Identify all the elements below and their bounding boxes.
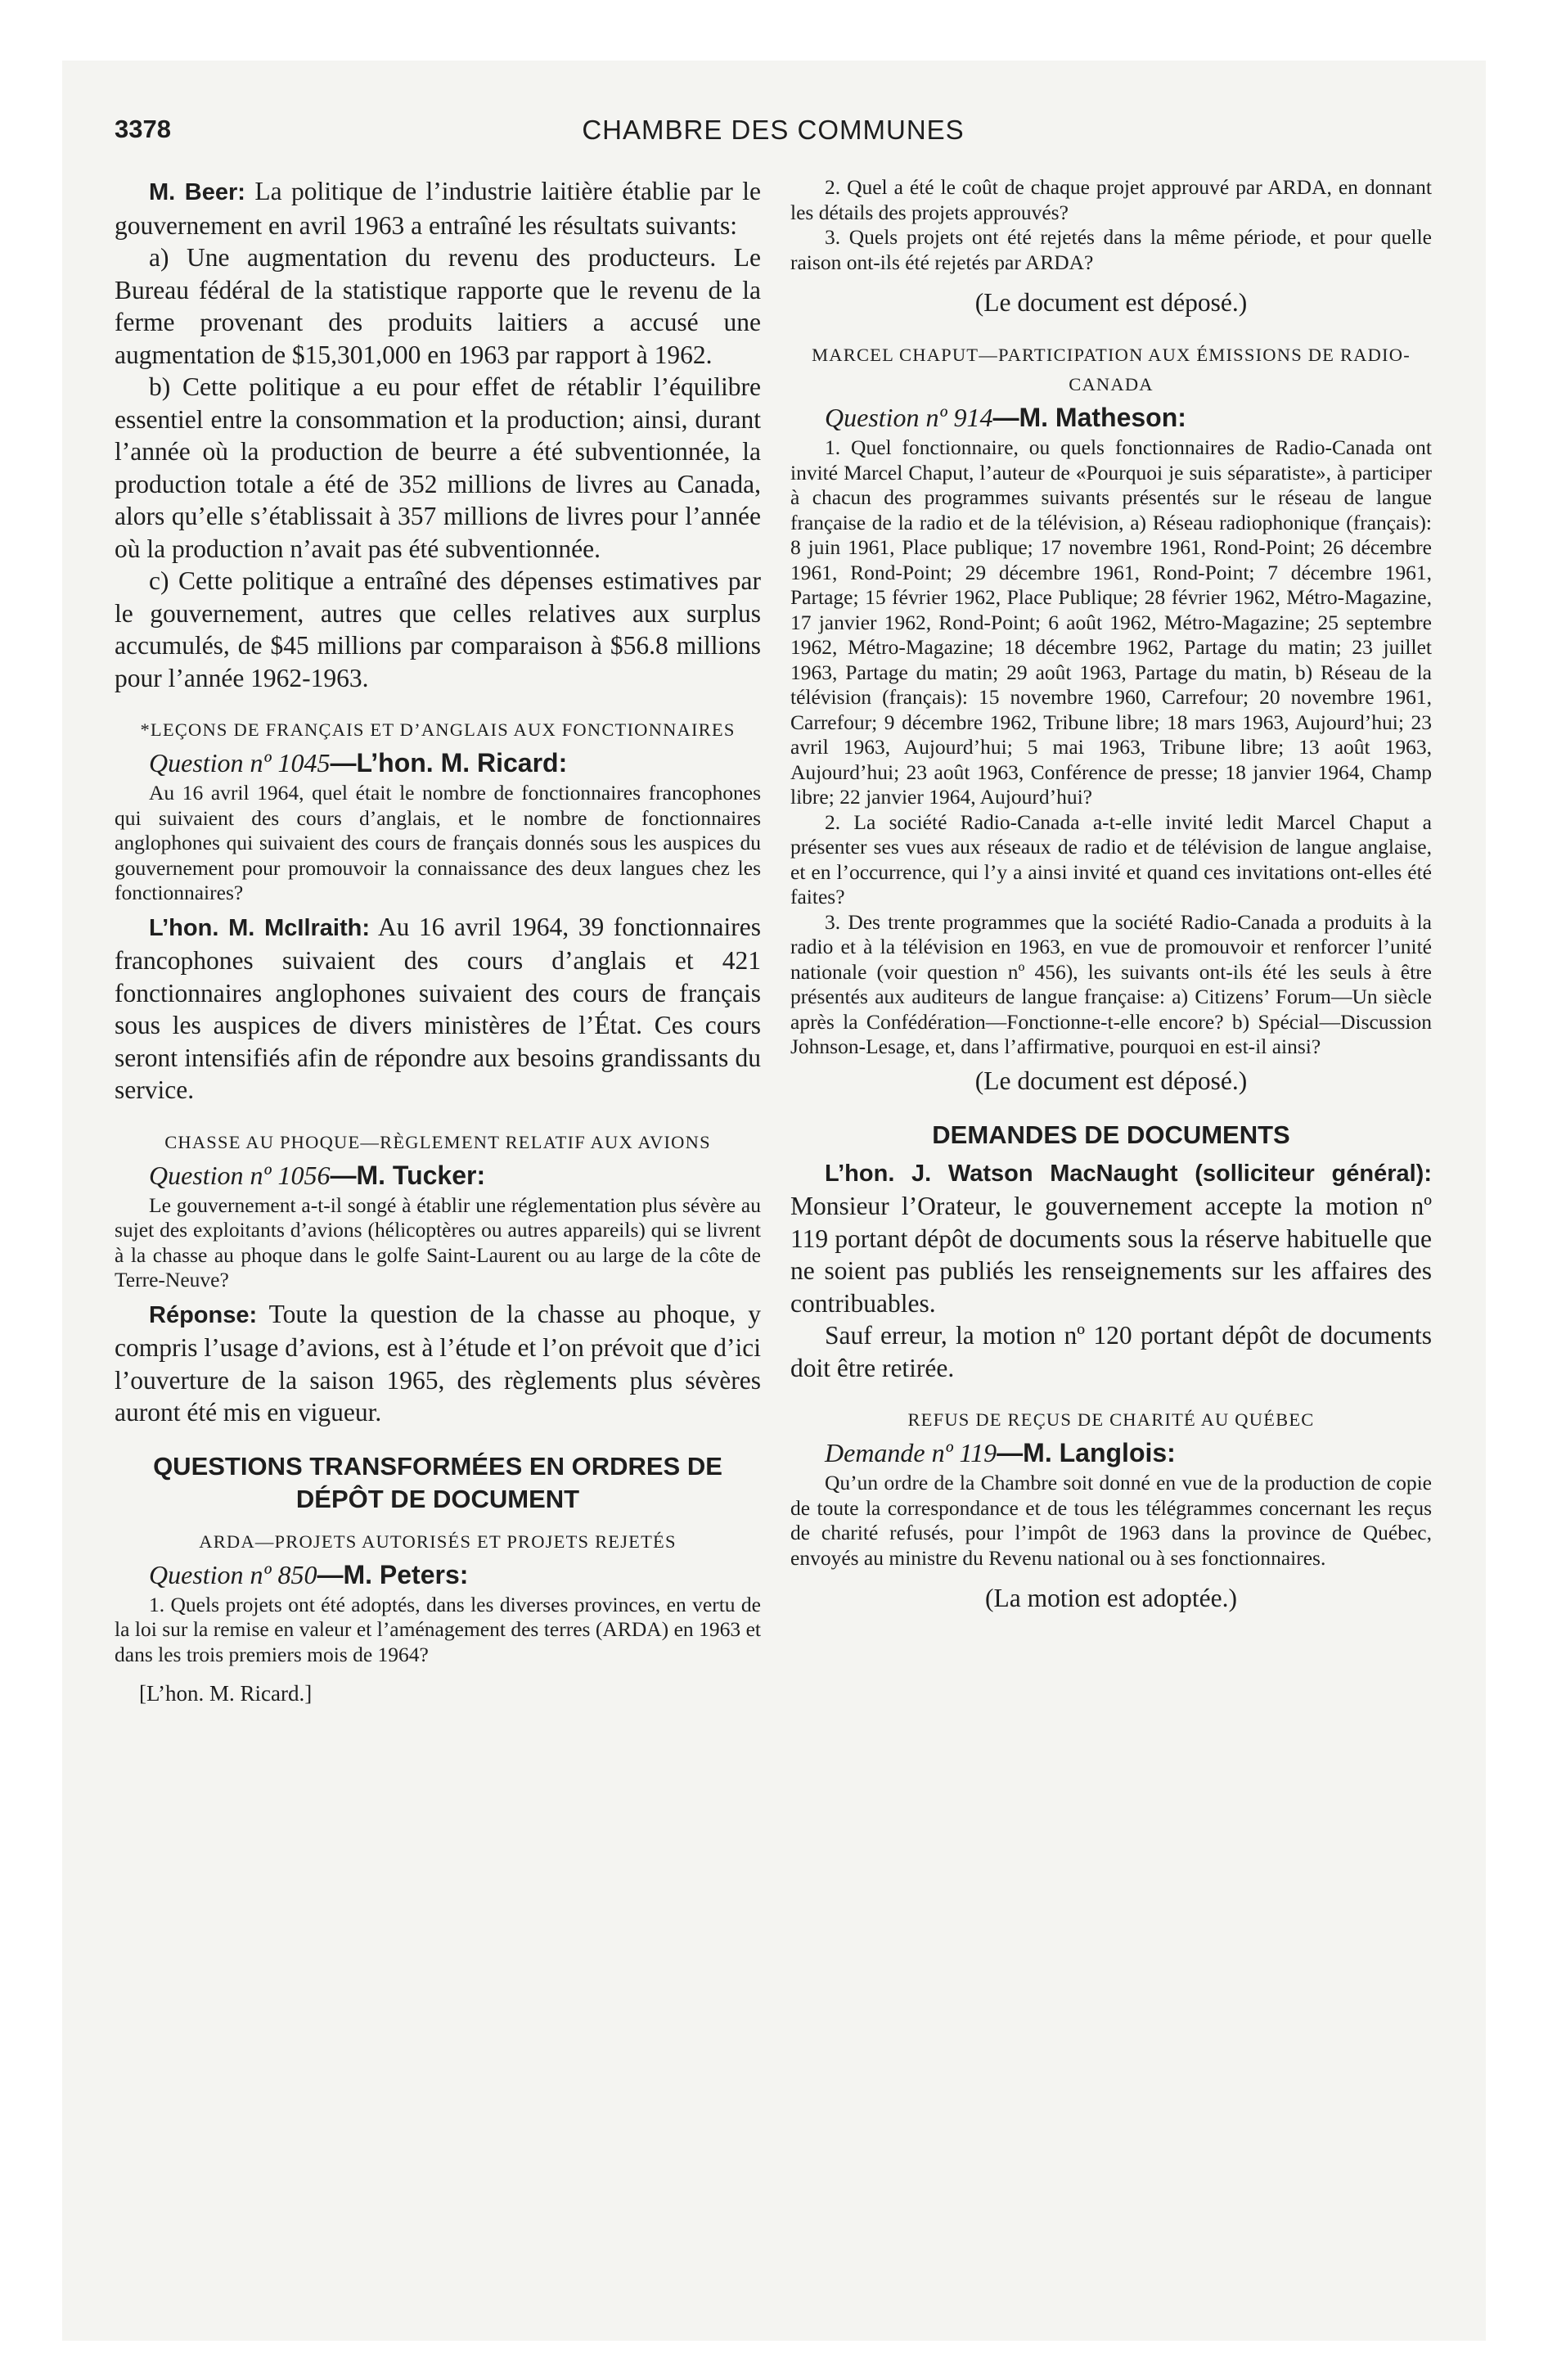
question-1056-line (115, 1157, 761, 1193)
question-850-label: Question nº 850 (149, 1559, 317, 1589)
beer-paragraph (115, 175, 761, 241)
question-914-item-2: 2. La société Radio-Canada a-t-elle invité ledit Marcel Chaput a présenter ses vues aux réseaux de radio et de télévision de langue anglaise, et en l’occurrence, qui l’y a ainsi invité et quand ces invitations ont-elles été faites? (790, 809, 1432, 908)
document-deposited-2: (Le document est déposé.) (974, 1066, 1248, 1095)
question-1045-member: —L’hon. M. Ricard: (330, 748, 568, 778)
demande-119-label: Demande nº 119 (825, 1438, 997, 1467)
question-1045-text: Au 16 avril 1964, quel était le nombre de fonctionnaires francophones qui suivaient des cours d’anglais, et le nombre de fonctionnaires anglophones qui suivaient des cours de français donnés sous les auspices du gouvernement pour promouvoir la connaissance des deux langues chez les fonctionnaires? (115, 781, 761, 904)
paragraph-b: b) Cette politique a eu pour effet de rétablir l’équilibre essentiel entre la consommation et la production; ainsi, durant l’année où la production de beurre a été subventionnée, la production totale a été de 352 millions de livres au Canada, alors qu’elle s’établissait à 357 millions de livres pour l’année où la production n’avait pas été subventionnée. (115, 372, 761, 563)
page-number: 3378 (115, 115, 171, 143)
reponse-paragraph (115, 1298, 761, 1429)
question-850-item-1: 1. Quels projets ont été adoptés, dans les diverses provinces, en vertu de la loi sur la remise en valeur et l’aménagement des terres (ARDA) en 1963 et dans les trois premiers mois de 1964? (115, 1592, 761, 1666)
question-850-item-2: 2. Quel a été le coût de chaque projet approuvé par ARDA, en donnant les détails des projets approuvés? (790, 175, 1432, 224)
question-1056-text: Le gouvernement a-t-il songé à établir une réglementation plus sévère au sujet des exploitants d’avions (hélicoptères ou autres appareils) qui se livrent à la chasse au phoque dans le golfe Saint-Laurent ou au large de la côte de Terre-Neuve? (115, 1192, 761, 1291)
macnaught-text: Monsieur l’Orateur, le gouvernement accepte la motion nº 119 portant dépôt de documents sous la réserve habituelle que ne soient pas publiés les renseignements sur les affaires des contribuables. (790, 1192, 1432, 1318)
heading-chaput: MARCEL CHAPUT—PARTICIPATION AUX ÉMISSIONS DE RADIO-CANADA (812, 345, 1411, 394)
question-850-member: —M. Peters: (317, 1559, 469, 1589)
demande-119-member: —M. Langlois: (997, 1438, 1176, 1467)
speaker-mcilraith: L’hon. M. McIlraith: (149, 914, 370, 941)
heading-arda: ARDA—PROJETS AUTORISÉS ET PROJETS REJETÉS (199, 1530, 677, 1552)
document-deposited-1: (Le document est déposé.) (974, 288, 1248, 317)
heading-lecons: *LEÇONS DE FRANÇAIS ET D’ANGLAIS AUX FONCTIONNAIRES (140, 719, 736, 740)
question-850-line (115, 1557, 761, 1593)
question-850-signature: [L’hon. M. Ricard.] (139, 1681, 313, 1706)
demande-119-line (790, 1435, 1432, 1471)
left-column (115, 175, 761, 1708)
right-column (790, 175, 1432, 1615)
question-1045-line (115, 745, 761, 781)
question-1045-label: Question nº 1045 (149, 748, 331, 778)
mcilraith-paragraph (115, 911, 761, 1107)
speaker-beer: M. Beer: (149, 179, 245, 205)
reponse-label: Réponse: (149, 1301, 258, 1328)
macnaught-paragraph (790, 1156, 1432, 1320)
question-1056-member: —M. Tucker: (330, 1160, 486, 1190)
question-914-item-3: 3. Des trente programmes que la société Radio-Canada a produits à la radio et à la télévision en 1963, en vue de promouvoir et renforcer l’unité nationale (voir question nº 456), les suivants ont-ils été les seuls à être présentés aux auditeurs de langue française: a) Citizens’ Forum—Un siècle après la Confédération—Fonctionne-t-elle encore? b) Spécial—Discussion Johnson-Lesage, et, dans l’affirmative, pourquoi en est-il ainsi? (790, 909, 1432, 1058)
section-questions-transformees: QUESTIONS TRANSFORMÉES EN ORDRES DE DÉPÔT DE DOCUMENT (153, 1451, 722, 1513)
question-1056-label: Question nº 1056 (149, 1160, 331, 1190)
section-demandes-documents: DEMANDES DE DOCUMENTS (932, 1120, 1290, 1149)
question-914-item-1: 1. Quel fonctionnaire, ou quels fonctionnaires de Radio-Canada ont invité Marcel Chaput, l’auteur de «Pourquoi je suis séparatiste», à participer à chacun des programmes suivants présentés sur le réseau de langue française de la radio et de la télévision, a) Réseau radiophonique (français): 8 juin 1961, Place publique; 17 novembre 1961, Rond-Point; 26 décembre 1961, Rond-Point; 29 décembre 1961, Rond-Point; 7 décembre 1961, Partage; 15 février 1962, Place Publique; 28 février 1962, Métro-Magazine, 17 janvier 1962, Rond-Point; 6 août 1962, Métro-Magazine; 25 septembre 1962, Métro-Magazine; 18 décembre 1962, Partage du matin; 23 juillet 1963, Partage du matin; 29 août 1963, Partage du matin, b) Réseau de la télévision (français): 15 novembre 1960, Carrefour; 20 novembre 1961, Carrefour; 9 décembre 1962, Tribune libre; 18 mars 1963, Aujourd’hui; 23 avril 1963, Aujourd’hui; 5 mai 1963, Tribune libre; 13 août 1963, Aujourd’hui; 23 août 1963, Conférence de presse; 18 janvier 1964, Champ libre; 22 janvier 1964, Aujourd’hui? (790, 435, 1432, 809)
motion-adopted: (La motion est adoptée.) (985, 1584, 1237, 1612)
heading-phoque: CHASSE AU PHOQUE—RÈGLEMENT RELATIF AUX AVIONS (164, 1131, 711, 1152)
question-914-line (790, 399, 1432, 435)
macnaught-paragraph-2: Sauf erreur, la motion nº 120 portant dépôt de documents doit être retirée. (790, 1321, 1432, 1382)
mcilraith-text: Au 16 avril 1964, 39 fonctionnaires francophones suivaient des cours d’anglais et 421 fonctionnaires anglophones suivaient des cours de français sous les auspices de divers ministères de l’État. Ces cours seront intensifiés afin de répondre aux besoins grandissants du service. (115, 912, 761, 1104)
paragraph-c: c) Cette politique a entraîné des dépenses estimatives par le gouvernement, autres que celles relatives aux surplus accumulés, de $45 millions par comparaison à $56.8 millions pour l’année 1962-1963. (115, 566, 761, 692)
question-914-label: Question nº 914 (825, 403, 993, 432)
reponse-text: Toute la question de la chasse au phoque, y compris l’usage d’avions, est à l’étude et l’on prévoit que d’ici l’ouverture de la saison 1965, des règlements plus sévères auront été mis en vigueur. (115, 1299, 761, 1427)
heading-refus: REFUS DE REÇUS DE CHARITÉ AU QUÉBEC (907, 1409, 1315, 1430)
running-title: CHAMBRE DES COMMUNES (582, 115, 965, 145)
question-850-item-3: 3. Quels projets ont été rejetés dans la même période, et pour quelle raison ont-ils été rejetés par ARDA? (790, 225, 1432, 274)
beer-intro: La politique de l’industrie laitière établie par le gouvernement en avril 1963 a entraîné les résultats suivants: (115, 177, 762, 240)
speaker-macnaught: L’hon. J. Watson MacNaught (solliciteur général): (825, 1160, 1432, 1187)
question-914-member: —M. Matheson: (992, 403, 1186, 432)
page-header (115, 115, 1432, 147)
paragraph-a: a) Une augmentation du revenu des producteurs. Le Bureau fédéral de la statistique rapporte que le revenu de la ferme provenant des produits laitiers a accusé une augmentation de $15,301,000 en 1963 par rapport à 1962. (115, 243, 761, 369)
demande-119-text: Qu’un ordre de la Chambre soit donné en vue de la production de copie de toute la correspondance et de tous les télégrammes concernant les reçus de charité refusés, pour l’impôt de 1963 dans la province de Québec, envoyés au ministre du Revenu national ou à ses fonctionnaires. (790, 1471, 1432, 1570)
